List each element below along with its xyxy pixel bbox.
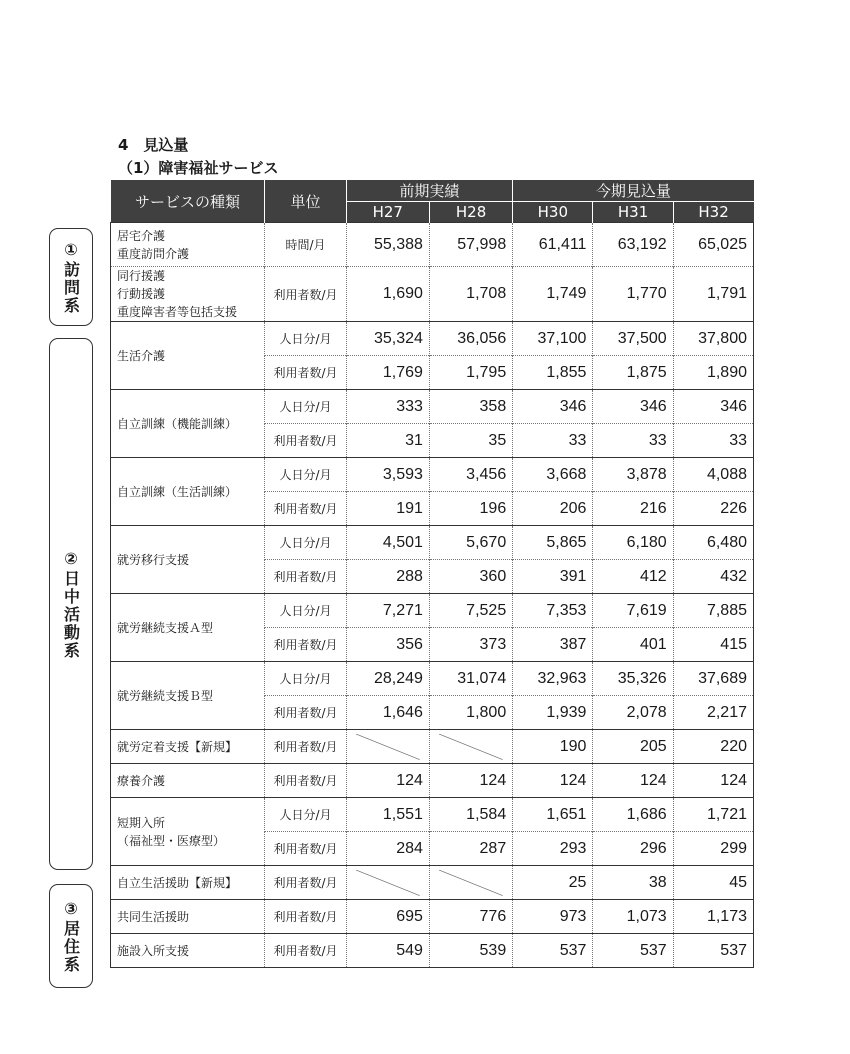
value-cell: 2,078	[593, 696, 673, 730]
value-cell: 206	[513, 492, 593, 526]
value-cell: 7,619	[593, 594, 673, 628]
service-name: 同行援護 行動援護 重度障害者等包括支援	[111, 267, 265, 322]
header-year: H28	[429, 202, 512, 223]
section-title: 4 見込量	[118, 136, 189, 154]
value-cell: 776	[429, 900, 512, 934]
value-cell: 33	[673, 424, 753, 458]
service-name: 自立訓練（機能訓練）	[111, 390, 265, 458]
value-cell: 3,456	[429, 458, 512, 492]
value-cell: 5,865	[513, 526, 593, 560]
table-row	[111, 934, 754, 968]
category-label: ③居住系	[61, 898, 81, 974]
value-cell: 288	[346, 560, 429, 594]
value-cell: 1,770	[593, 267, 673, 322]
value-cell: 1,791	[673, 267, 753, 322]
value-cell: 1,584	[429, 798, 512, 832]
value-cell: 3,668	[513, 458, 593, 492]
value-cell: 55,388	[346, 223, 429, 267]
category-residential	[49, 884, 93, 988]
value-cell: 124	[429, 764, 512, 798]
unit-cell: 人日分/月	[265, 526, 346, 560]
value-cell: 4,501	[346, 526, 429, 560]
value-cell: 37,689	[673, 662, 753, 696]
not-applicable-cell	[429, 866, 512, 900]
value-cell: 356	[346, 628, 429, 662]
unit-cell: 利用者数/月	[265, 356, 346, 390]
value-cell: 33	[593, 424, 673, 458]
value-cell: 216	[593, 492, 673, 526]
unit-cell: 時間/月	[265, 223, 346, 267]
not-applicable-cell	[346, 730, 429, 764]
value-cell: 38	[593, 866, 673, 900]
unit-cell: 利用者数/月	[265, 560, 346, 594]
table-row	[111, 798, 754, 832]
value-cell: 1,890	[673, 356, 753, 390]
value-cell: 1,651	[513, 798, 593, 832]
value-cell: 124	[673, 764, 753, 798]
unit-cell: 人日分/月	[265, 662, 346, 696]
table-row	[111, 730, 754, 764]
unit-cell: 人日分/月	[265, 798, 346, 832]
table-row	[111, 458, 754, 492]
value-cell: 391	[513, 560, 593, 594]
value-cell: 346	[513, 390, 593, 424]
value-cell: 1,173	[673, 900, 753, 934]
service-name: 就労定着支援【新規】	[111, 730, 265, 764]
service-name: 共同生活援助	[111, 900, 265, 934]
unit-cell: 利用者数/月	[265, 866, 346, 900]
service-name: 就労継続支援Ａ型	[111, 594, 265, 662]
unit-cell: 利用者数/月	[265, 934, 346, 968]
value-cell: 1,939	[513, 696, 593, 730]
header-year: H27	[346, 202, 429, 223]
table-row	[111, 764, 754, 798]
value-cell: 1,795	[429, 356, 512, 390]
unit-cell: 利用者数/月	[265, 730, 346, 764]
unit-cell: 利用者数/月	[265, 764, 346, 798]
value-cell: 226	[673, 492, 753, 526]
unit-cell: 利用者数/月	[265, 492, 346, 526]
value-cell: 191	[346, 492, 429, 526]
header-year: H32	[673, 202, 753, 223]
value-cell: 549	[346, 934, 429, 968]
value-cell: 537	[513, 934, 593, 968]
value-cell: 57,998	[429, 223, 512, 267]
table-row	[111, 866, 754, 900]
value-cell: 973	[513, 900, 593, 934]
header-year: H31	[593, 202, 673, 223]
category-label: ①訪問系	[61, 239, 81, 315]
table-row	[111, 223, 754, 267]
category-daytime-activity	[49, 338, 93, 870]
service-name: 施設入所支援	[111, 934, 265, 968]
unit-cell: 人日分/月	[265, 458, 346, 492]
value-cell: 63,192	[593, 223, 673, 267]
value-cell: 205	[593, 730, 673, 764]
value-cell: 1,708	[429, 267, 512, 322]
value-cell: 35,324	[346, 322, 429, 356]
value-cell: 1,721	[673, 798, 753, 832]
service-name: 就労移行支援	[111, 526, 265, 594]
unit-cell: 人日分/月	[265, 322, 346, 356]
value-cell: 7,353	[513, 594, 593, 628]
value-cell: 7,271	[346, 594, 429, 628]
value-cell: 1,646	[346, 696, 429, 730]
value-cell: 1,855	[513, 356, 593, 390]
service-name: 自立訓練（生活訓練）	[111, 458, 265, 526]
header-unit: 単位	[265, 180, 346, 223]
value-cell: 4,088	[673, 458, 753, 492]
header-past-actual: 前期実績	[346, 180, 513, 202]
value-cell: 432	[673, 560, 753, 594]
table-row	[111, 900, 754, 934]
value-cell: 37,500	[593, 322, 673, 356]
value-cell: 537	[673, 934, 753, 968]
value-cell: 31	[346, 424, 429, 458]
value-cell: 1,551	[346, 798, 429, 832]
value-cell: 45	[673, 866, 753, 900]
value-cell: 1,690	[346, 267, 429, 322]
table-row	[111, 526, 754, 560]
value-cell: 3,878	[593, 458, 673, 492]
value-cell: 299	[673, 832, 753, 866]
value-cell: 284	[346, 832, 429, 866]
value-cell: 35	[429, 424, 512, 458]
service-table	[110, 180, 754, 968]
service-name: 短期入所 （福祉型・医療型）	[111, 798, 265, 866]
value-cell: 1,769	[346, 356, 429, 390]
value-cell: 1,686	[593, 798, 673, 832]
value-cell: 28,249	[346, 662, 429, 696]
not-applicable-cell	[346, 866, 429, 900]
value-cell: 61,411	[513, 223, 593, 267]
not-applicable-cell	[429, 730, 512, 764]
unit-cell: 人日分/月	[265, 390, 346, 424]
value-cell: 65,025	[673, 223, 753, 267]
value-cell: 124	[513, 764, 593, 798]
value-cell: 31,074	[429, 662, 512, 696]
unit-cell: 利用者数/月	[265, 900, 346, 934]
value-cell: 415	[673, 628, 753, 662]
value-cell: 537	[593, 934, 673, 968]
table-row	[111, 267, 754, 322]
value-cell: 358	[429, 390, 512, 424]
value-cell: 32,963	[513, 662, 593, 696]
service-name: 生活介護	[111, 322, 265, 390]
value-cell: 190	[513, 730, 593, 764]
value-cell: 695	[346, 900, 429, 934]
unit-cell: 利用者数/月	[265, 267, 346, 322]
value-cell: 333	[346, 390, 429, 424]
value-cell: 36,056	[429, 322, 512, 356]
value-cell: 7,885	[673, 594, 753, 628]
value-cell: 33	[513, 424, 593, 458]
value-cell: 373	[429, 628, 512, 662]
category-visiting	[49, 228, 93, 326]
unit-cell: 人日分/月	[265, 594, 346, 628]
value-cell: 37,800	[673, 322, 753, 356]
value-cell: 6,480	[673, 526, 753, 560]
value-cell: 360	[429, 560, 512, 594]
header-year: H30	[513, 202, 593, 223]
value-cell: 387	[513, 628, 593, 662]
subsection-title: （1）障害福祉サービス	[118, 159, 279, 177]
table-row	[111, 322, 754, 356]
value-cell: 539	[429, 934, 512, 968]
value-cell: 124	[593, 764, 673, 798]
value-cell: 7,525	[429, 594, 512, 628]
value-cell: 196	[429, 492, 512, 526]
value-cell: 346	[673, 390, 753, 424]
value-cell: 25	[513, 866, 593, 900]
value-cell: 6,180	[593, 526, 673, 560]
header-current-forecast: 今期見込量	[513, 180, 754, 202]
value-cell: 293	[513, 832, 593, 866]
table-row	[111, 594, 754, 628]
value-cell: 37,100	[513, 322, 593, 356]
unit-cell: 利用者数/月	[265, 424, 346, 458]
value-cell: 5,670	[429, 526, 512, 560]
value-cell: 3,593	[346, 458, 429, 492]
unit-cell: 利用者数/月	[265, 696, 346, 730]
unit-cell: 利用者数/月	[265, 832, 346, 866]
service-name: 療養介護	[111, 764, 265, 798]
category-label: ②日中活動系	[61, 548, 81, 660]
value-cell: 412	[593, 560, 673, 594]
unit-cell: 利用者数/月	[265, 628, 346, 662]
value-cell: 346	[593, 390, 673, 424]
value-cell: 124	[346, 764, 429, 798]
value-cell: 287	[429, 832, 512, 866]
value-cell: 220	[673, 730, 753, 764]
table-row	[111, 662, 754, 696]
value-cell: 1,800	[429, 696, 512, 730]
value-cell: 1,875	[593, 356, 673, 390]
value-cell: 1,749	[513, 267, 593, 322]
value-cell: 296	[593, 832, 673, 866]
service-name: 自立生活援助【新規】	[111, 866, 265, 900]
value-cell: 401	[593, 628, 673, 662]
value-cell: 1,073	[593, 900, 673, 934]
value-cell: 35,326	[593, 662, 673, 696]
service-name: 就労継続支援Ｂ型	[111, 662, 265, 730]
table-row	[111, 390, 754, 424]
value-cell: 2,217	[673, 696, 753, 730]
header-service-type: サービスの種類	[111, 180, 265, 223]
service-name: 居宅介護 重度訪問介護	[111, 223, 265, 267]
